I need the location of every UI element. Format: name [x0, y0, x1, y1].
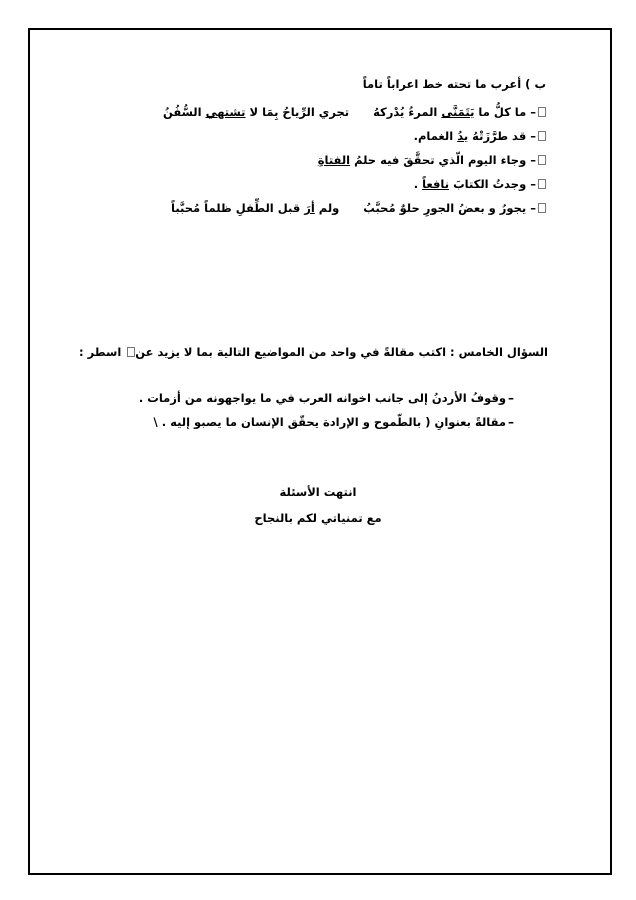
end-of-questions: انتهت الأسئلة — [279, 485, 357, 499]
question-line-3: – وجاء اليوم الّذي تحقَّقَ فيه حلمُ الفتاةِ — [318, 152, 546, 168]
checkbox-icon — [538, 131, 546, 141]
checkbox-icon — [538, 203, 546, 213]
checkbox-icon — [538, 179, 546, 189]
topic-2-dash: – — [508, 415, 514, 429]
checkbox-icon — [538, 155, 546, 165]
question-line-2: – قد طرَّزَتْهُ يدُ الغمام. — [414, 128, 546, 144]
question-line-1: – ما كلُّ ما يَتَمَنَّى المرءُ يُدْركهُتجري الرِّياحُ بِمَا لا تشتهي السُّفُنُ — [163, 104, 546, 120]
topic-1: وقوفُ الأردنُ إلى جانب اخوانه العرب في ما يواجهونه من أزمات . — [138, 391, 506, 405]
topic-2: مقالةً بعنوانِ ( بالطّموح و الإرادة يحقّق الإنسان ما يصبو إليه . \ — [153, 415, 506, 429]
question-line-4: – وجدتُ الكتابَ نافعاً . — [414, 176, 546, 192]
question-5-title: السؤال الخامس : اكتب مقالةً في واحد من المواضيع التالية بما لا يزيد عن اسطر : — [79, 345, 548, 359]
good-luck-wishes: مع تمنياتي لكم بالنجاح — [254, 511, 382, 525]
checkbox-icon — [538, 107, 546, 117]
topic-1-dash: – — [508, 391, 514, 405]
part-b-heading: ب ) أعرب ما تحته خط اعراباً تاماً — [362, 77, 546, 91]
question-line-5: – يجورُ و بعضُ الجورِ حلوٌ مُحبَّبُولم أرَ قبل الطِّفلِ ظلماً مُحبَّباً — [171, 200, 546, 216]
